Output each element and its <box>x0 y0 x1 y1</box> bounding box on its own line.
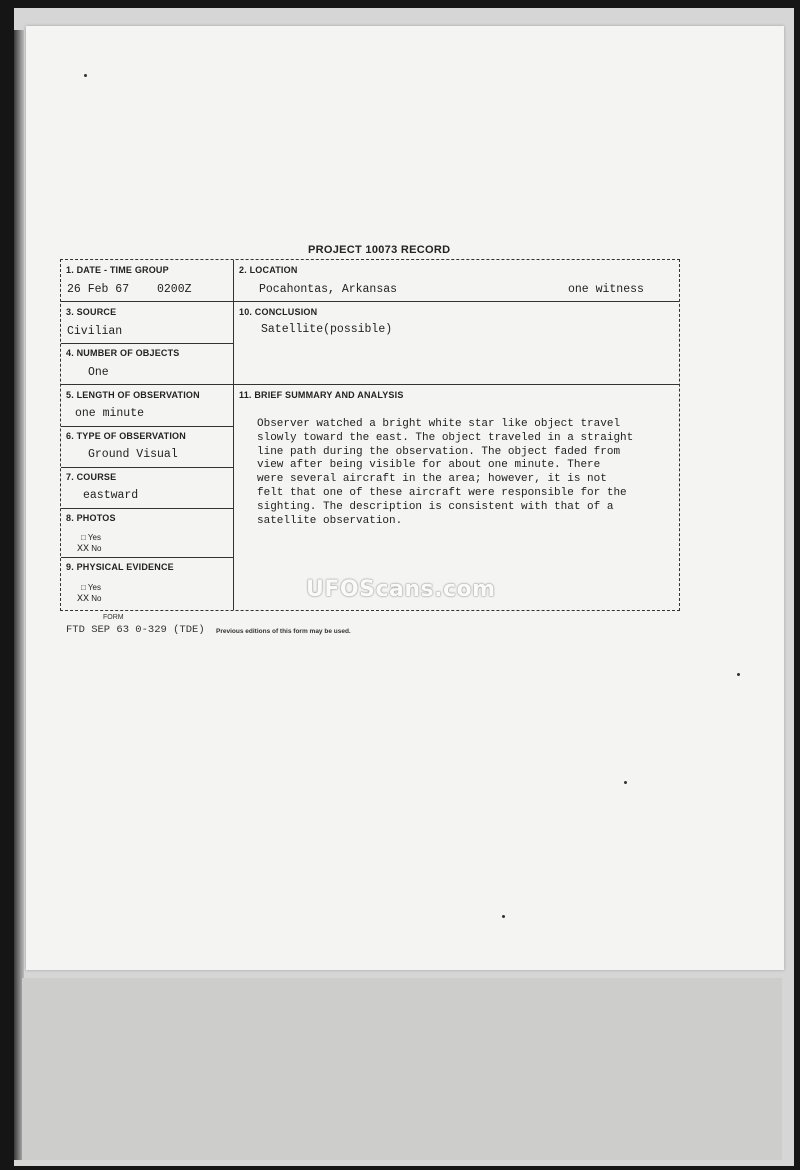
conclusion-value: Satellite(possible) <box>261 323 393 336</box>
row-divider <box>61 426 233 427</box>
source-label: 3. SOURCE <box>66 307 117 317</box>
footer-form-id: FTD SEP 63 0-329 (TDE) <box>66 624 205 636</box>
physical-evidence-no-mark: XX <box>77 594 90 605</box>
location-label: 2. LOCATION <box>239 265 298 275</box>
physical-evidence-label: 9. PHYSICAL EVIDENCE <box>66 562 174 572</box>
speck <box>502 915 505 918</box>
record-form <box>60 259 680 611</box>
summary-line: Observer watched a bright white star like object travel <box>257 418 621 430</box>
date-time-group-value: 26 Feb 67 <box>67 283 130 296</box>
checkbox-icon: □ <box>81 533 86 542</box>
source-value: Civilian <box>67 325 123 338</box>
course-label: 7. COURSE <box>66 472 117 482</box>
photos-no-option <box>77 544 101 555</box>
checkbox-icon: □ <box>81 583 86 592</box>
row-divider <box>61 384 679 385</box>
watermark: UFOScans.com <box>306 577 496 602</box>
speck <box>624 781 627 784</box>
speck <box>737 673 740 676</box>
summary-line: sighting. The description is consistent with that of a <box>257 500 614 513</box>
photos-label: 8. PHOTOS <box>66 513 116 523</box>
row-divider <box>61 467 233 468</box>
type-of-observation-label: 6. TYPE OF OBSERVATION <box>66 431 186 441</box>
photos-yes-option <box>81 533 101 542</box>
footer-form-word: FORM <box>103 614 124 621</box>
summary-line: satellite observation. <box>257 514 403 527</box>
row-divider <box>61 343 233 344</box>
summary-line: line path during the observation. The object faded from <box>257 445 621 458</box>
summary-line: slowly toward the east. The object traveled in a straight <box>257 431 634 444</box>
summary-text <box>257 418 667 528</box>
date-time-group-label: 1. DATE - TIME GROUP <box>66 265 169 275</box>
type-of-observation-value: Ground Visual <box>88 448 178 461</box>
summary-label: 11. BRIEF SUMMARY AND ANALYSIS <box>239 390 404 400</box>
number-of-objects-label: 4. NUMBER OF OBJECTS <box>66 348 180 358</box>
physical-evidence-yes-option <box>81 583 101 592</box>
physical-evidence-no-label: No <box>91 594 102 603</box>
location-value: Pocahontas, Arkansas <box>259 283 398 296</box>
photos-no-label: No <box>91 544 102 553</box>
summary-line: felt that one of these aircraft were responsible for the <box>257 486 627 499</box>
date-time-group-time: 0200Z <box>157 283 192 296</box>
lower-sheet <box>22 978 782 1160</box>
photos-yes-label: Yes <box>87 533 101 542</box>
row-divider <box>61 301 679 302</box>
conclusion-label: 10. CONCLUSION <box>239 307 318 317</box>
course-value: eastward <box>83 489 139 502</box>
summary-line: were several aircraft in the area; however, it is not <box>257 473 607 486</box>
summary-line: view after being visible for about one minute. There <box>257 459 601 472</box>
witness-count: one witness <box>568 283 644 296</box>
row-divider <box>61 557 233 558</box>
footer-note: Previous editions of this form may be used. <box>216 628 351 635</box>
length-of-observation-value: one minute <box>75 407 145 420</box>
physical-evidence-yes-label: Yes <box>87 583 101 592</box>
document-page <box>26 26 784 970</box>
column-divider <box>233 260 234 610</box>
photos-no-mark: XX <box>77 544 90 555</box>
physical-evidence-no-option <box>77 594 101 605</box>
number-of-objects-value: One <box>88 366 109 379</box>
row-divider <box>61 508 233 509</box>
speck <box>84 74 87 77</box>
form-title: PROJECT 10073 RECORD <box>308 244 451 256</box>
length-of-observation-label: 5. LENGTH OF OBSERVATION <box>66 390 200 400</box>
